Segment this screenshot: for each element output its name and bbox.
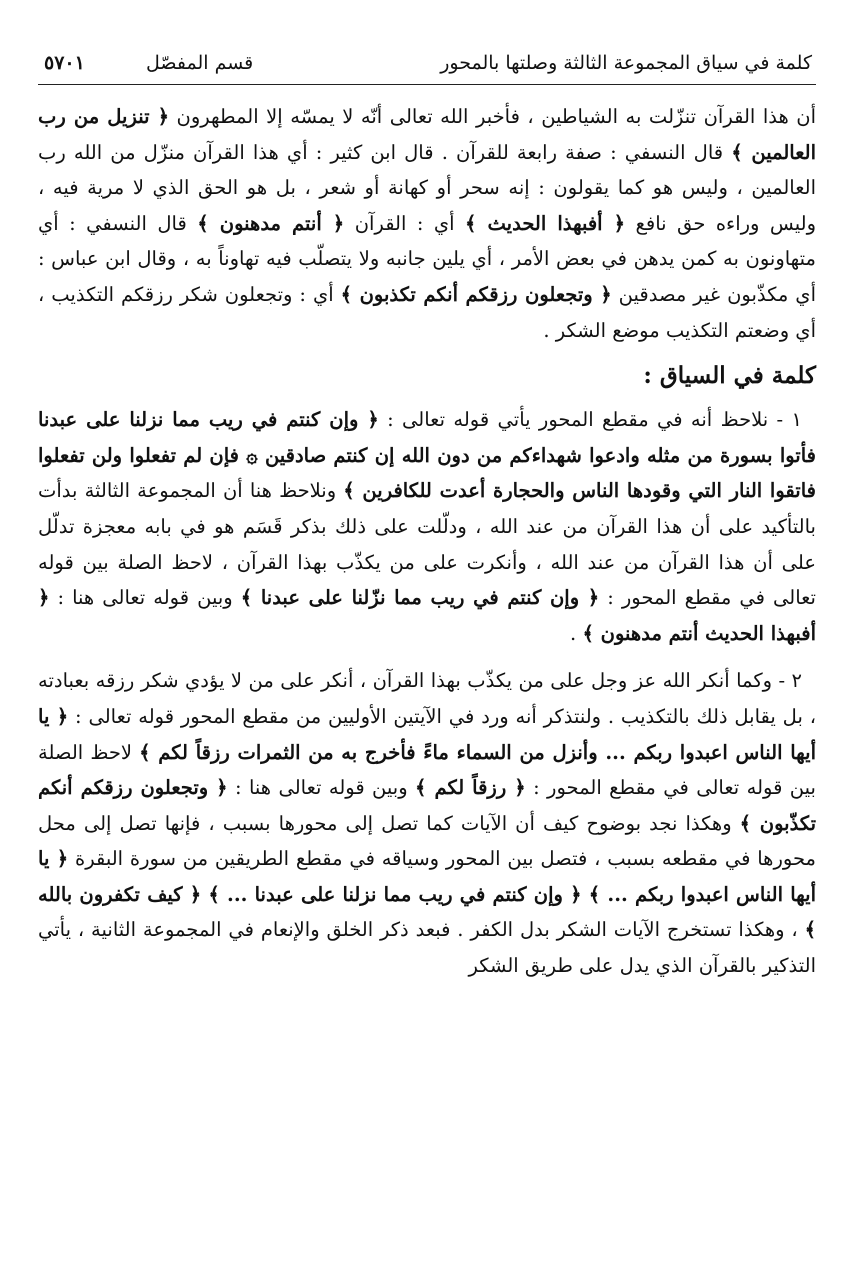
quran-quote: ﴿ وتجعلون رزقكم أنكم تكذبون ﴾ [340,282,612,306]
quran-quote: ﴿ يا أيها الناس اعبدوا ربكم ... وأنزل من السماء ماءً فأخرج به من الثمرات رزقاً لكم ﴾ [38,704,816,764]
numbered-item-1 [38,402,816,651]
quran-quote: ﴿ وتجعلون رزقكم أنكم تكذّبون ﴾ [38,776,817,835]
page-number: ٥٧٠١ [44,52,85,74]
item1-text-2: ونلاحظ هنا أن المجموعة الثالثة بدأت بالتأكيد على أن هذا القرآن من عند الله ، ودلّلت على ذلك بذكر قَسَم هو في بابه معجزة تدلّل على أن هذا القرآن من عند الله ، وأنكرت على من يكذّب بهذا القرآن ، لاحظ الصلة بين قوله تعالى في مقطع المحور : [38,479,816,610]
item1-text-1: ١ - نلاحظ أنه في مقطع المحور يأتي قوله تعالى : [378,408,802,432]
intro-text-1: أن هذا القرآن تنزّلت به الشياطين ، فأخبر الله تعالى أنّه لا يمسّه إلا المطهرون [169,105,816,128]
item1-text-4: . [570,621,583,645]
quran-quote: ﴿ رزقاً لكم ﴾ [415,776,526,800]
intro-text-5: أي : وتجعلون شكر رزقكم التكذيب ، أي وضعتم التكذيب موضع الشكر . [38,282,816,342]
quran-quote: ﴿ أفبهذا الحديث أنتم مدهنون ﴾ [38,586,816,645]
item2-text-1: ٢ - وكما أنكر الله عز وجل على من يكذّب بهذا القرآن ، أنكر على من لا يؤدي شكر رزقه بعبادته ، بل يقابل ذلك بالتكذيب . ولنتذكر أنه ورد في الآيتين الأوليين من مقطع المحور قوله تعالى : [38,669,816,728]
document-page [38,40,816,984]
quran-quote: ﴿ أفبهذا الحديث ﴾ [465,211,626,235]
numbered-item-2 [38,663,816,983]
item2-text-2: لاحظ الصلة بين قوله تعالى في مقطع المحور : [38,740,816,800]
section-name: قسم المفصّل [146,52,254,74]
intro-text-2: قال النسفي : صفة رابعة للقرآن . قال ابن كثير : أي هذا القرآن منزّل من الله رب العالمين ، وليس هو كما يقولون : إنه سحر أو كهانة أو شعر ، بل هو الحق الذي لا مرية فيه ، وليس وراءه حق نافع [38,140,817,235]
quran-quote: ﴿ يا أيها الناس اعبدوا ربكم ... ﴾ ﴿ وإن كنتم في ريب مما نزلنا على عبدنا ... ﴾ ﴿ كيف تكفرون بالله ﴾ [38,847,816,942]
page-body [38,99,816,984]
quran-quote: ﴿ وإن كنتم في ريب مما نزّلنا على عبدنا ﴾ [240,586,600,610]
running-title: كلمة في سياق المجموعة الثالثة وصلتها بالمحور [440,52,812,74]
item2-text-5: ، وهكذا تستخرج الآيات الشكر بدل الكفر . فبعد ذكر الخلق والإنعام في المجموعة الثانية ، يأتي التذكير بالقرآن الذي يدل على طريق الشكر [38,918,816,978]
page-header [38,40,816,85]
intro-text-3: أي : القرآن [344,211,466,235]
section-heading: كلمة في السياق : [643,362,816,390]
quran-quote: ﴿ أنتم مدهنون ﴾ [197,211,345,235]
quran-quote: ﴿ تنزيل من رب العالمين ﴾ [38,105,817,164]
intro-paragraph [38,99,816,348]
quran-quote: ﴿ وإن كنتم في ريب مما نزلنا على عبدنا فأتوا بسورة من مثله وادعوا شهداءكم من دون الله إن كنتم صادقين ۞ فإن لم تفعلوا ولن تفعلوا فاتقوا النار التي وقودها الناس والحجارة أعدت للكافرين ﴾ [38,408,816,503]
item1-text-3: وبين قوله تعالى هنا : [49,586,241,610]
intro-text-4: قال النسفي : أي متهاونون به كمن يدهن في بعض الأمر ، أي يلين جانبه ولا يتصلّب فيه تهاوناً به ، وقال ابن عباس : أي مكذّبون غير مصدقين [38,211,816,306]
item2-text-4: وهكذا نجد بوضوح كيف أن الآيات كما تصل إلى محورها بسبب ، فإنها تصل إلى محل محورها في مقطعه بسبب ، فتصل بين المحور وسياقه في مقطع الطريقين من سورة البقرة [38,811,816,871]
item2-text-3: وبين قوله تعالى هنا : [227,776,416,800]
